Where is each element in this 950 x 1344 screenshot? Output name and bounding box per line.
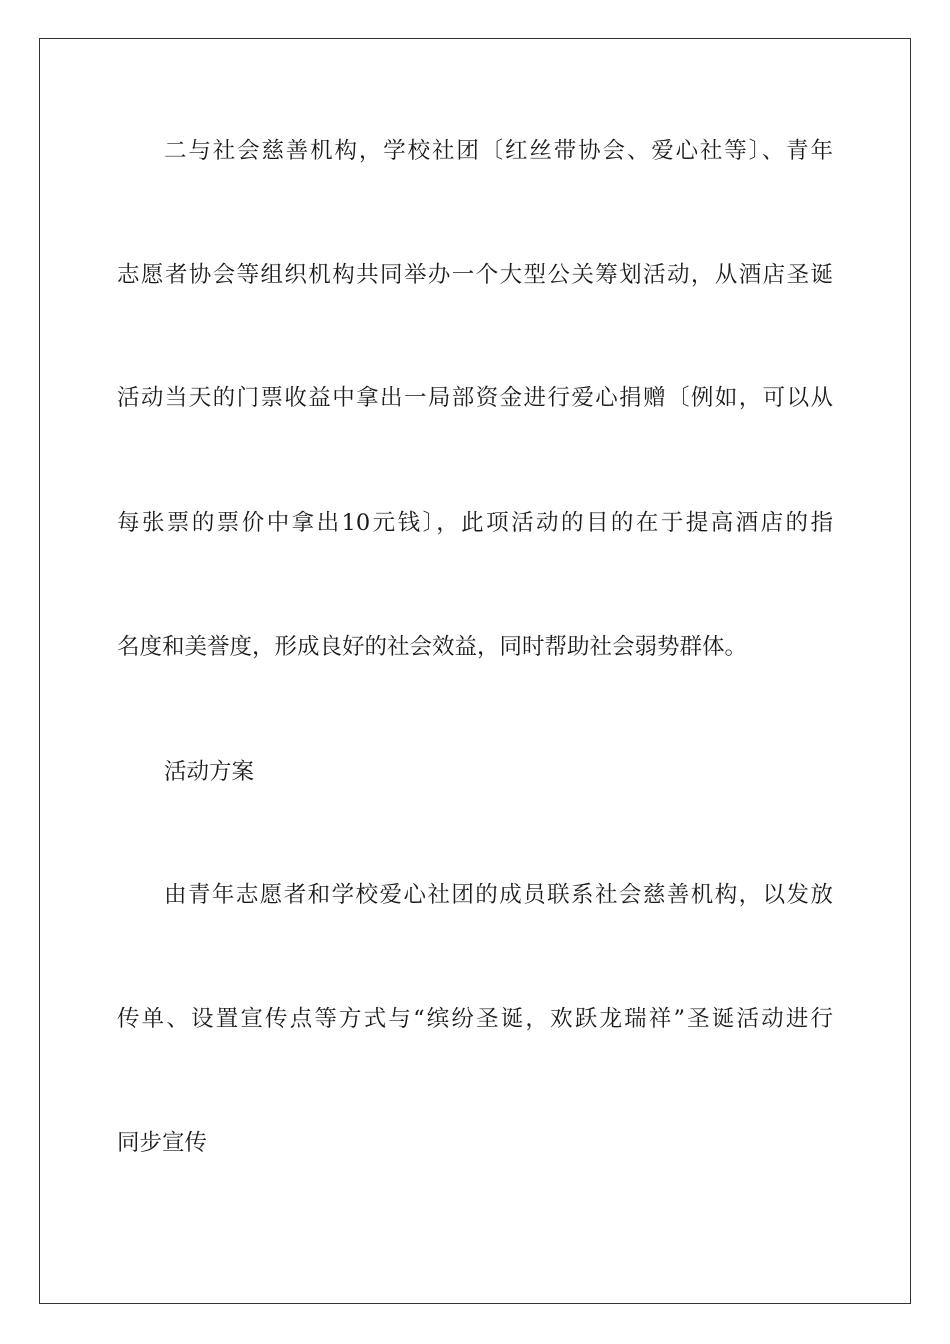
paragraph-1-line-1: 二与社会慈善机构，学校社团〔红丝带协会、爱心社等〕、青年 xyxy=(164,138,833,164)
paragraph-1-line-4: 每张票的票价中拿出10元钱〕，此项活动的目的在于提高酒店的指 xyxy=(117,510,833,536)
page-border xyxy=(39,38,911,1304)
section-heading: 活动方案 xyxy=(164,759,255,785)
paragraph-2-line-1: 由青年志愿者和学校爱心社团的成员联系社会慈善机构，以发放 xyxy=(164,882,833,908)
paragraph-2-line-3: 同步宣传 xyxy=(117,1130,208,1156)
paragraph-1-line-2: 志愿者协会等组织机构共同举办一个大型公关筹划活动，从酒店圣诞 xyxy=(117,262,833,288)
paragraph-1-line-3: 活动当天的门票收益中拿出一局部资金进行爱心捐赠〔例如，可以从 xyxy=(117,385,833,411)
paragraph-2-line-2: 传单、设置宣传点等方式与“缤纷圣诞，欢跃龙瑞祥”圣诞活动进行 xyxy=(117,1006,833,1032)
paragraph-1-line-5: 名度和美誉度，形成良好的社会效益，同时帮助社会弱势群体。 xyxy=(117,634,748,660)
